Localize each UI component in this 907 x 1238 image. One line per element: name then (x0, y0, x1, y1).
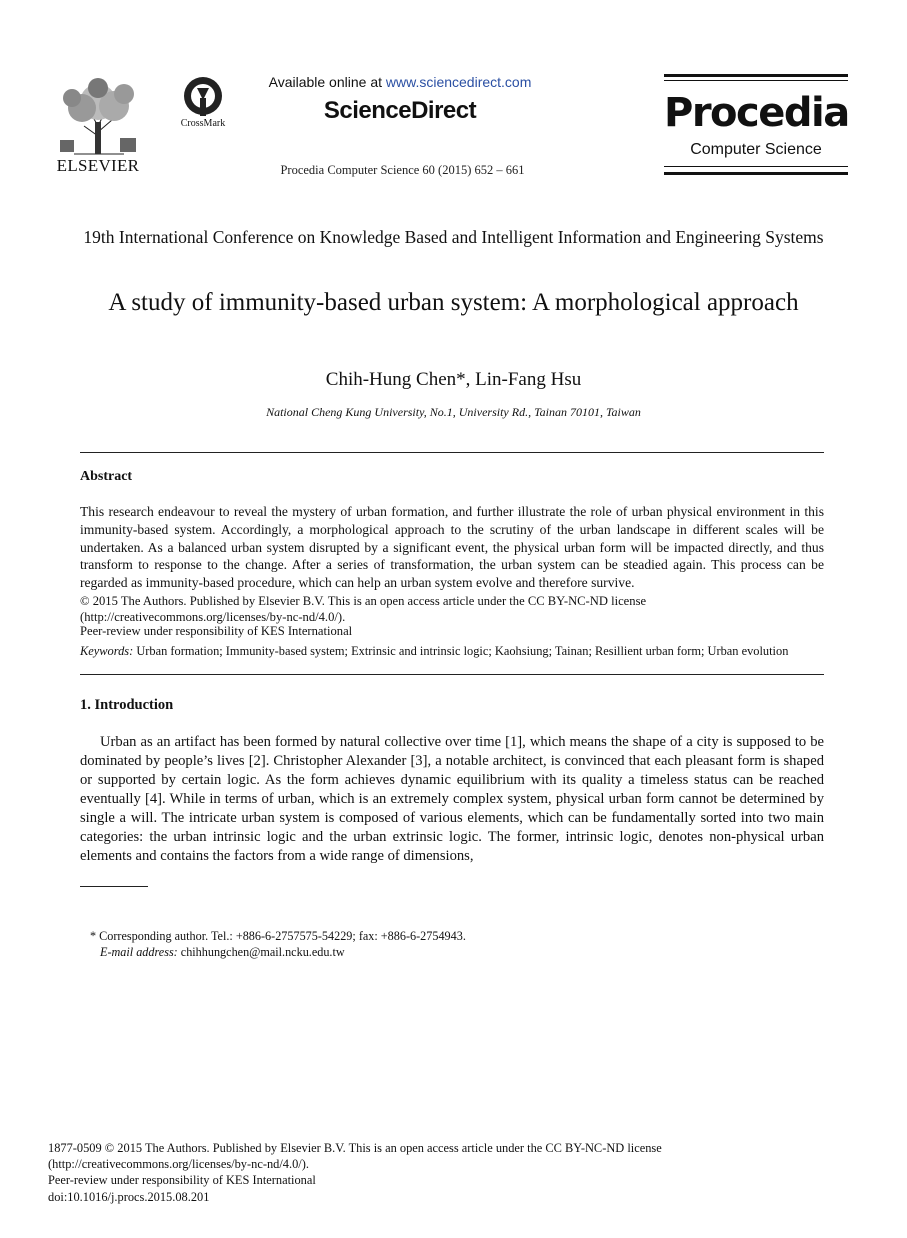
copyright-line: © 2015 The Authors. Published by Elsevier B.V. This is an open access article under the CC BY-NC-ND license (80, 594, 647, 608)
abstract-heading: Abstract (80, 469, 133, 484)
keywords-list: Urban formation; Immunity-based system; Extrinsic and intrinsic logic; Kaohsiung; Tainan; Resillient urban form; Urban evolution (136, 644, 789, 658)
publisher-name: ELSEVIER (56, 156, 140, 175)
introduction-body: Urban as an artifact has been formed by natural collective over time [1], which means the shape of a city is supposed to be dominated by people’s lives [2]. Christopher Alexander [3], a notable architect, is convinced that each pleasant form is shaped or supported by certain logic. As the form achieves dynamic equilibrium with its quality a timeless status can be reached eventually [4]. While in terms of urban, which is an extremely complex system, physical urban form cannot be determined by single a will. The intricate urban system is composed of various elements, which can be fundamentally sorted into two main categories: the urban intrinsic logic and the urban extrinsic logic. The former, intrinsic logic, denotes non-physical urban elements and contains the factors from a wide range of dimensions, (80, 734, 824, 864)
license-link[interactable]: (http://creativecommons.org/licenses/by-nc-nd/4.0/). (80, 609, 346, 624)
procedia-subtitle: Computer Science (690, 141, 822, 158)
email-label: E-mail address: (100, 945, 178, 959)
peer-review-note: Peer-review under responsibility of KES International (80, 624, 353, 638)
email-address[interactable]: chihhungchen@mail.ncku.edu.tw (180, 945, 345, 959)
publication-info (48, 1140, 808, 1205)
keywords-label: Keywords: (80, 644, 134, 658)
crossmark-label: CrossMark (180, 118, 226, 129)
available-prefix: Available online at (268, 74, 386, 90)
bottom-peer-review: Peer-review under responsibility of KES International (48, 1173, 316, 1188)
author-list: Chih-Hung Chen*, Lin-Fang Hsu (325, 369, 582, 390)
sciencedirect-logo-text: ScienceDirect (323, 97, 477, 124)
elsevier-tree-icon (54, 76, 142, 156)
procedia-word: Procedia (664, 90, 849, 136)
crossmark-badge[interactable] (172, 76, 234, 136)
issn-copyright-line: 1877-0509 © 2015 The Authors. Published by Elsevier B.V. This is an open access article under the CC BY-NC-ND license (48, 1141, 662, 1155)
author-affiliation: National Cheng Kung University, No.1, University Rd., Tainan 70101, Taiwan (266, 405, 641, 419)
journal-reference: Procedia Computer Science 60 (2015) 652 – 661 (280, 163, 525, 177)
logo-rule (664, 166, 848, 167)
crossmark-icon (172, 76, 234, 120)
section-divider (80, 674, 824, 675)
footnote-divider (80, 886, 148, 887)
logo-rule (664, 80, 848, 81)
footnote (90, 928, 790, 960)
logo-rule (664, 172, 848, 175)
doi-line[interactable]: doi:10.1016/j.procs.2015.08.201 (48, 1189, 210, 1204)
elsevier-logo (50, 76, 146, 176)
sciencedirect-link[interactable]: www.sciencedirect.com (385, 74, 532, 90)
logo-rule (664, 74, 848, 77)
bottom-license-link[interactable]: (http://creativecommons.org/licenses/by-nc-nd/4.0/). (48, 1157, 309, 1172)
keywords-line (80, 644, 824, 659)
email-line (90, 944, 790, 960)
paper-title: A study of immunity-based urban system: A morphological approach (108, 289, 799, 316)
introduction-heading: 1. Introduction (80, 697, 174, 713)
abstract-body: This research endeavour to reveal the mystery of urban formation, and further illustrate the role of urban physical environment in this immunity-based system. Accordingly, a morphological approach to the scrutiny of the urban landscape in different scales will be undertaken. As a balanced urban system disrupted by a significant event, the physical urban form will be impacted directly, and thus transform to response to the change. After a series of transformation, the urban system can be steadied again. This process can be regarded as immunity-based procedure, which can help an urban system evolve and therefore survive. (80, 504, 824, 591)
corresponding-author: * Corresponding author. Tel.: +886-6-2757575-54229; fax: +886-6-2754943. (90, 929, 466, 943)
available-online-line (240, 74, 560, 90)
section-divider (80, 452, 824, 453)
conference-name: 19th International Conference on Knowledge Based and Intelligent Information and Engineering Systems (83, 227, 824, 247)
abstract-copyright (80, 594, 824, 625)
procedia-logo (664, 74, 848, 176)
